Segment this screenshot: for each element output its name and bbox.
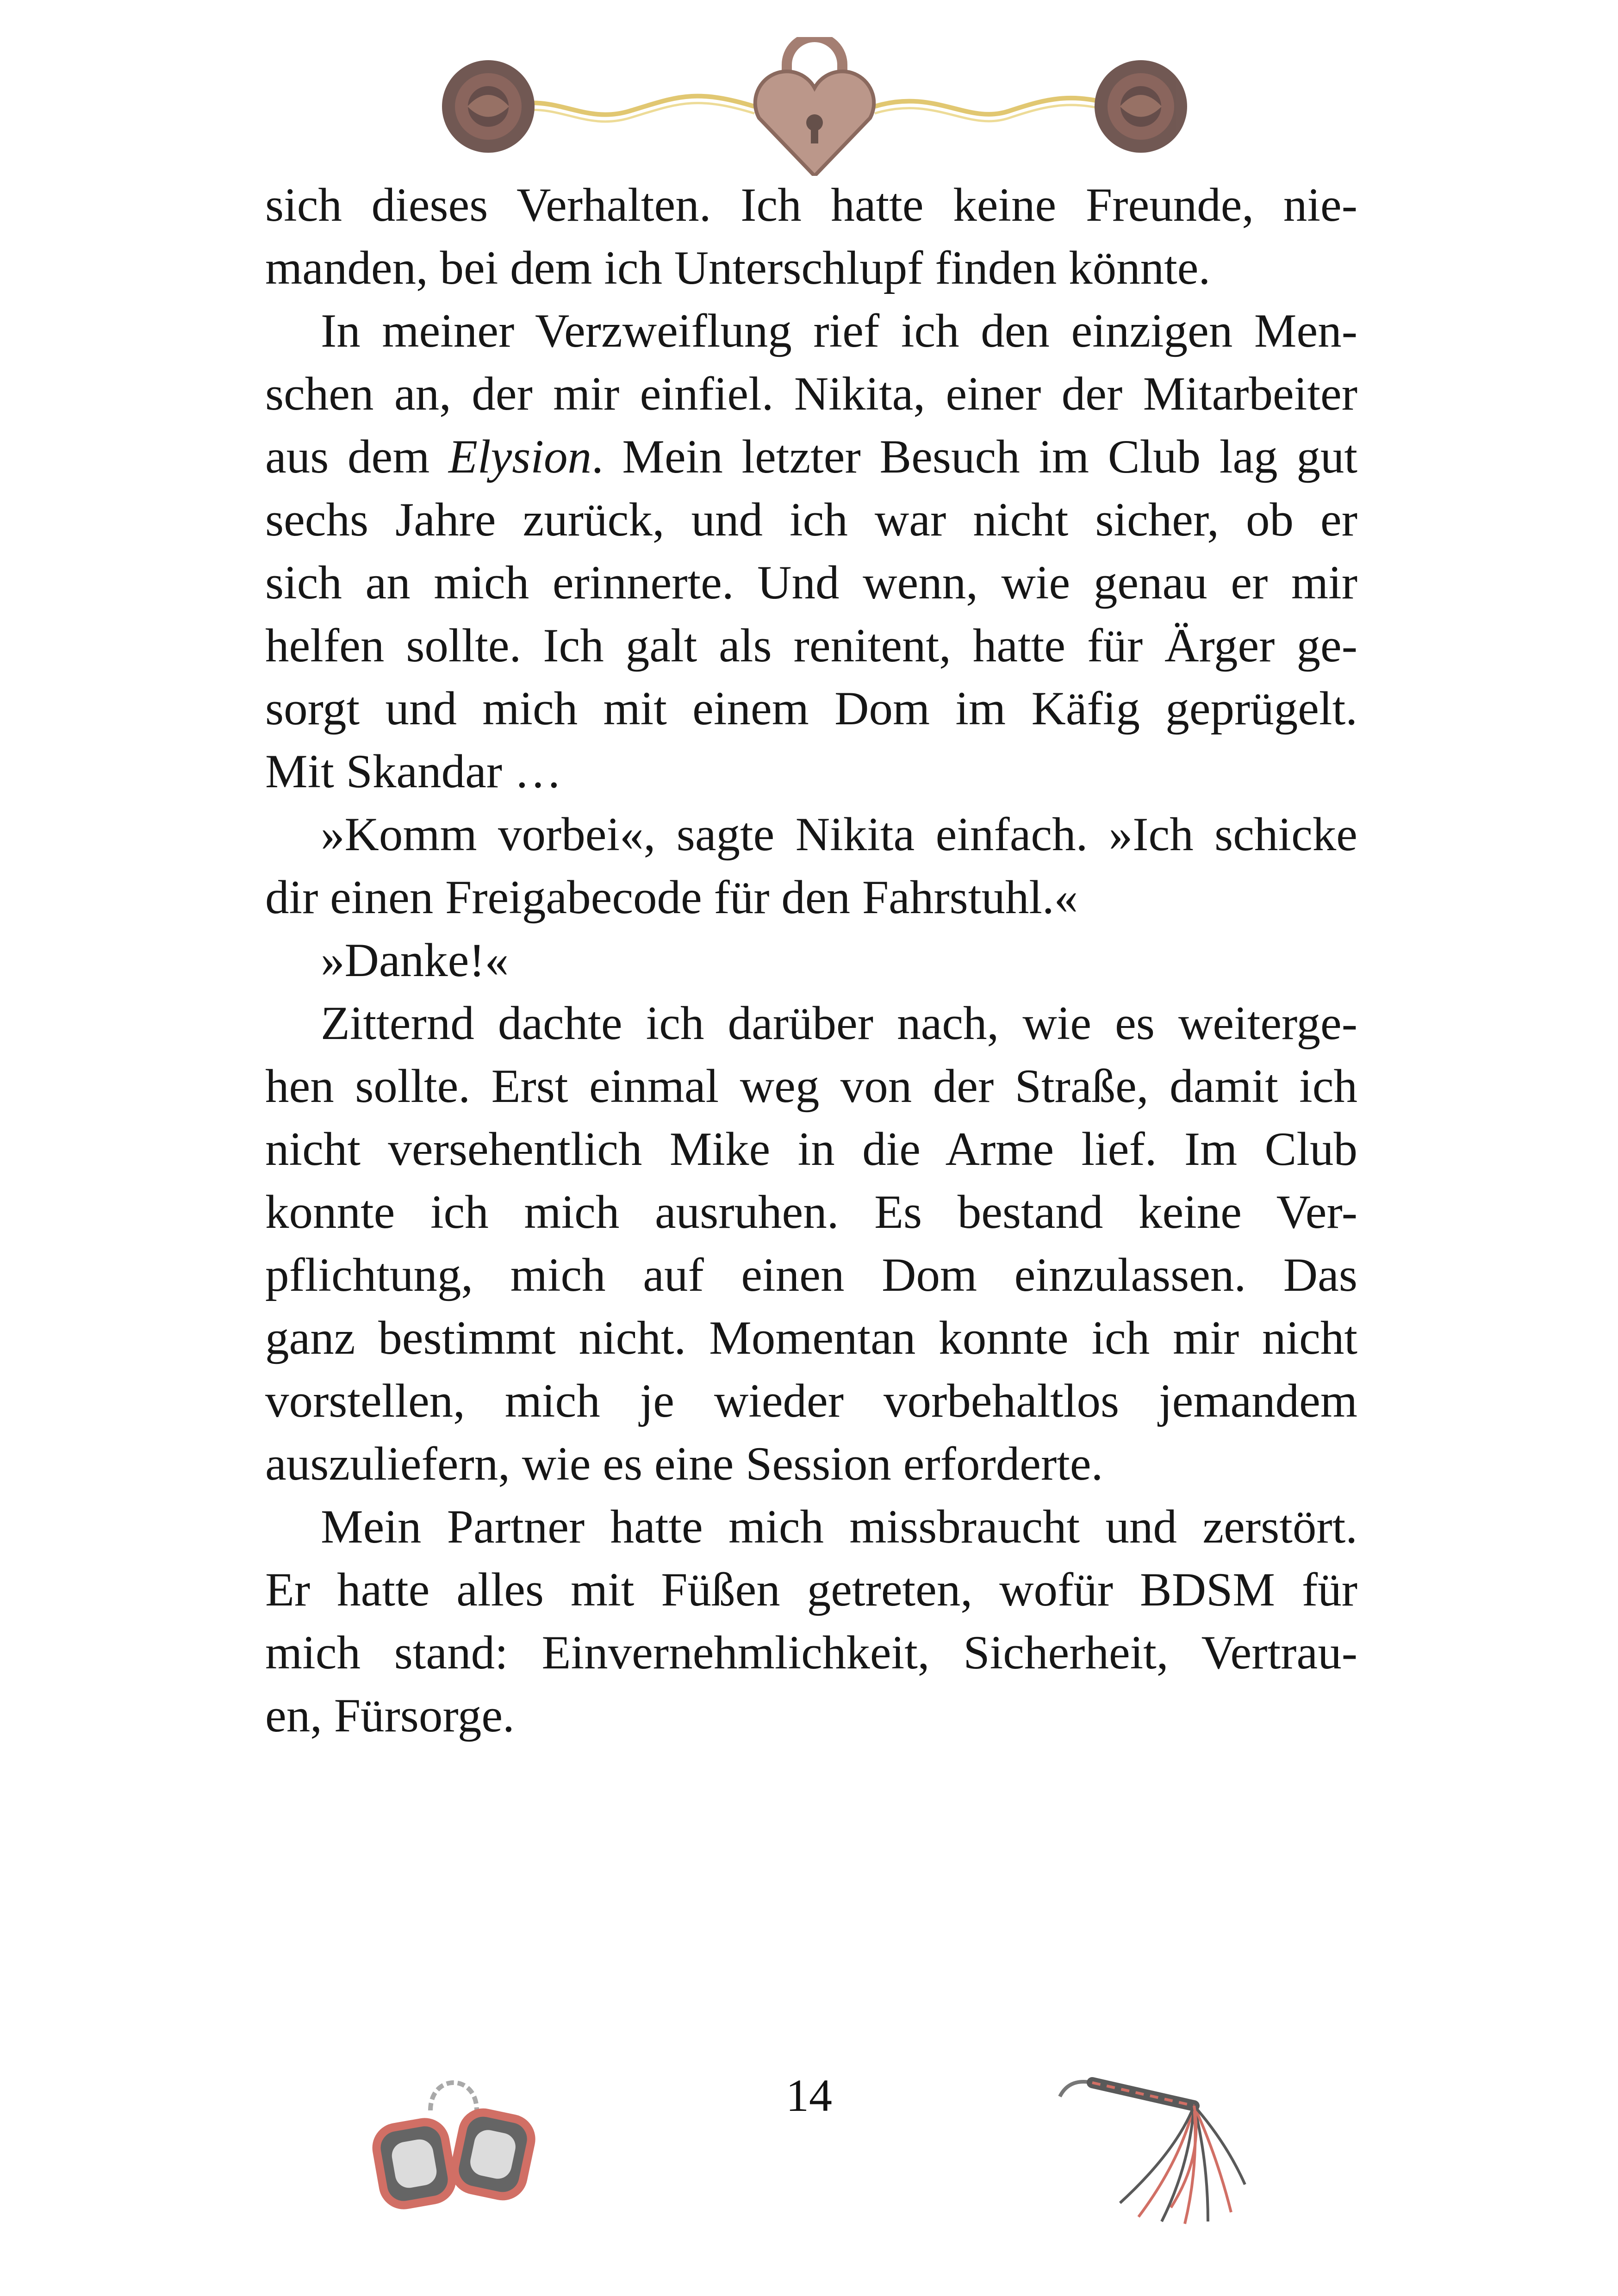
- text-line: Mein Partner hatte mich missbraucht und zerstört.: [321, 1500, 1357, 1553]
- text-line: sechs Jahre zurück, und ich war nicht sicher, ob er: [265, 493, 1357, 546]
- roses-chain-heart-padlock-icon: [435, 37, 1194, 176]
- text-line: Zitternd dachte ich darüber nach, wie es weiterge-: [321, 997, 1357, 1050]
- text-line: aus dem Elysion. Mein letzter Besuch im Club lag gut: [265, 430, 1357, 483]
- text-line: helfen sollte. Ich galt als renitent, hatte für Ärger ge-: [265, 619, 1357, 672]
- club-name: Elysion: [448, 430, 591, 483]
- body-text: [265, 174, 1357, 1747]
- text-line: hen sollte. Erst einmal weg von der Straße, damit ich: [265, 1060, 1357, 1113]
- text-line: sich an mich erinnerte. Und wenn, wie genau er mir: [265, 556, 1357, 609]
- text-line: Er hatte alles mit Füßen getreten, wofür BDSM für: [265, 1563, 1357, 1616]
- text-line: manden, bei dem ich Unterschlupf finden könnte.: [265, 242, 1211, 294]
- text-line: nicht versehentlich Mike in die Arme lief. Im Club: [265, 1123, 1357, 1176]
- text-line: vorstellen, mich je wieder vorbehaltlos jemandem: [265, 1375, 1357, 1427]
- text-line: ganz bestimmt nicht. Momentan konnte ich mir nicht: [265, 1312, 1357, 1364]
- handcuffs-icon: [361, 2055, 546, 2231]
- text-line: schen an, der mir einfiel. Nikita, einer der Mitarbeiter: [265, 367, 1357, 420]
- text-line: pflichtung, mich auf einen Dom einzulassen. Das: [265, 1249, 1357, 1301]
- flogger-whip-icon: [1041, 2069, 1254, 2226]
- text-line: »Komm vorbei«, sagte Nikita einfach. »Ich schicke: [321, 808, 1357, 861]
- text-line: »Danke!«: [321, 934, 509, 987]
- text-line: Mit Skandar …: [265, 745, 562, 798]
- page-number: 14: [786, 2070, 832, 2121]
- text-line: In meiner Verzweiflung rief ich den einzigen Men-: [321, 305, 1357, 357]
- text-line: auszuliefern, wie es eine Session erforderte.: [265, 1437, 1103, 1490]
- text-line: en, Fürsorge.: [265, 1689, 515, 1742]
- text-line: sorgt und mich mit einem Dom im Käfig geprügelt.: [265, 682, 1357, 735]
- text-line: dir einen Freigabecode für den Fahrstuhl.«: [265, 871, 1078, 924]
- text-line: mich stand: Einvernehmlichkeit, Sicherheit, Vertrau-: [265, 1626, 1357, 1679]
- text-line: sich dieses Verhalten. Ich hatte keine Freunde, nie-: [265, 179, 1357, 231]
- text-line: konnte ich mich ausruhen. Es bestand keine Ver-: [265, 1186, 1357, 1238]
